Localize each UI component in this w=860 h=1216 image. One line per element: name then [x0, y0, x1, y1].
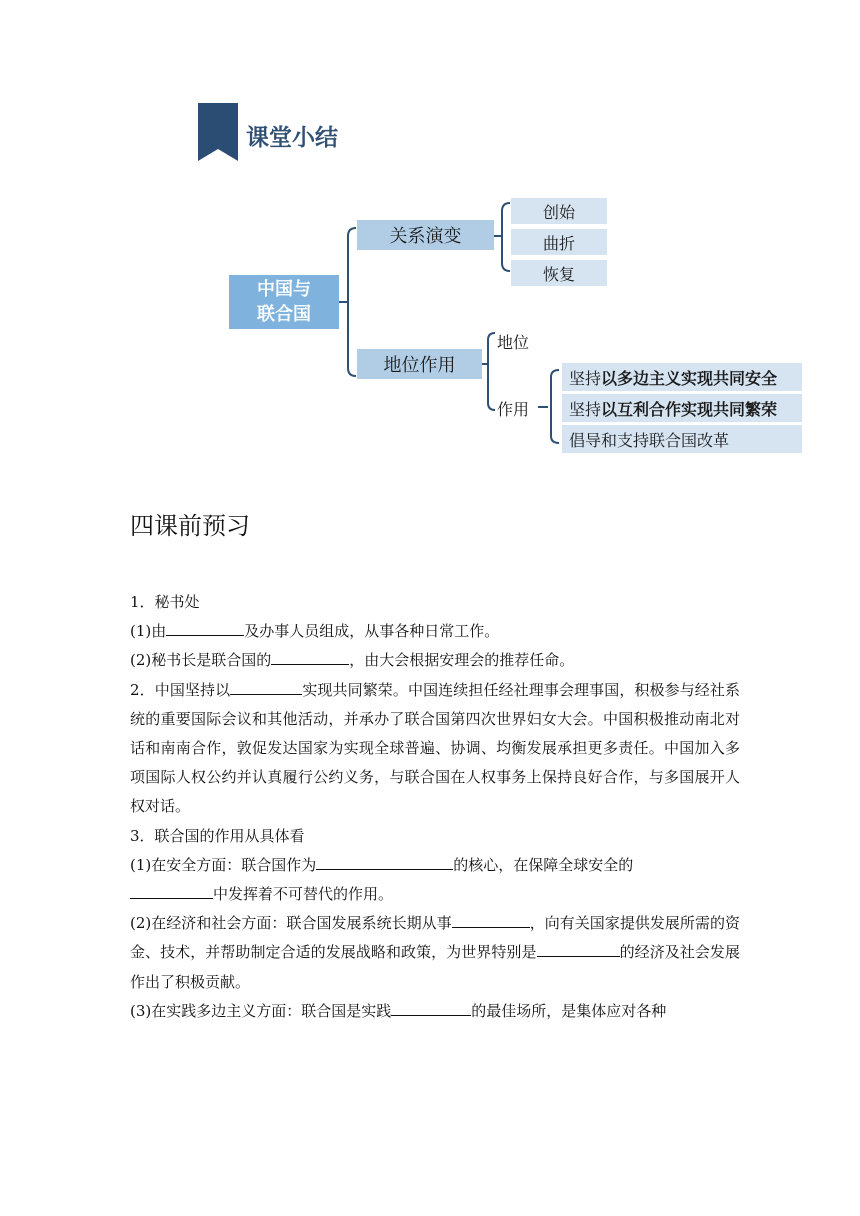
- fill-blank[interactable]: [271, 647, 349, 665]
- node-role-security: [562, 363, 802, 391]
- fill-blank[interactable]: [166, 618, 244, 636]
- role-prefix: 倡导和支持联合国改革: [569, 430, 730, 450]
- q3-item3: (3)在实践多边主义方面：联合国是实践 的最佳场所，是集体应对各种: [130, 997, 740, 1026]
- q2-paragraph: 2．中国坚持以 实现共同繁荣。中国连续担任经社理事会理事国，积极参与经社系统的重要国际会议和其他活动，并承办了联合国第四次世界妇女大会。中国积极推动南北对话和南南合作，敦促发达国家为实现全球普遍、协调、均衡发展承担更多责任。中国加入多项国际人权公约并认真履行公约义务，与联合国在人权事务上保持良好合作，与多国展开人权对话。: [130, 676, 740, 822]
- node-status-role: 地位作用: [357, 349, 482, 379]
- role-emphasis: 以多边主义实现共同安全: [601, 368, 778, 388]
- q3-item1: (1)在安全方面：联合国作为 的核心，在保障全球安全的 中发挥着不可替代的作用。: [130, 851, 740, 909]
- node-role-prosperity: [562, 394, 802, 422]
- section-heading: 四课前预习: [130, 512, 250, 540]
- node-restoration: 恢复: [511, 260, 607, 286]
- node-relationship-evolution: 关系演变: [357, 220, 494, 250]
- role-prefix: 坚持: [569, 399, 602, 419]
- root-label-line1: 中国与: [257, 279, 311, 300]
- q3-title: 3．联合国的作用从具体看: [130, 826, 305, 845]
- role-emphasis: 以互利合作实现共同繁荣: [601, 399, 778, 419]
- preview-content: [130, 588, 740, 1026]
- node-setbacks: 曲折: [511, 229, 607, 255]
- fill-blank[interactable]: [452, 910, 530, 928]
- q3-item2: (2)在经济和社会方面：联合国发展系统长期从事 ，向有关国家提供发展所需的资金、技术，并帮助制定合适的发展战略和政策，为世界特别是 的经济及社会发展作出了积极贡献。: [130, 909, 740, 997]
- root-label-line2: 联合国: [257, 304, 311, 325]
- node-status: 地位: [497, 332, 530, 352]
- fill-blank[interactable]: [130, 881, 213, 899]
- node-role-reform: [562, 425, 802, 453]
- q1-item1: (1)由 及办事人员组成，从事各种日常工作。: [130, 617, 740, 646]
- node-role: 作用: [497, 399, 530, 419]
- fill-blank[interactable]: [391, 998, 471, 1016]
- fill-blank[interactable]: [230, 677, 302, 695]
- fill-blank[interactable]: [537, 939, 620, 957]
- mindmap-root-node: [229, 275, 339, 329]
- q1-title: 1．秘书处: [130, 593, 200, 611]
- banner-title: 课堂小结: [246, 125, 338, 151]
- fill-blank[interactable]: [316, 852, 453, 870]
- q1-item2: (2)秘书长是联合国的 ，由大会根据安理会的推荐任命。: [130, 646, 740, 675]
- node-founding: 创始: [511, 198, 607, 224]
- role-prefix: 坚持: [569, 368, 602, 388]
